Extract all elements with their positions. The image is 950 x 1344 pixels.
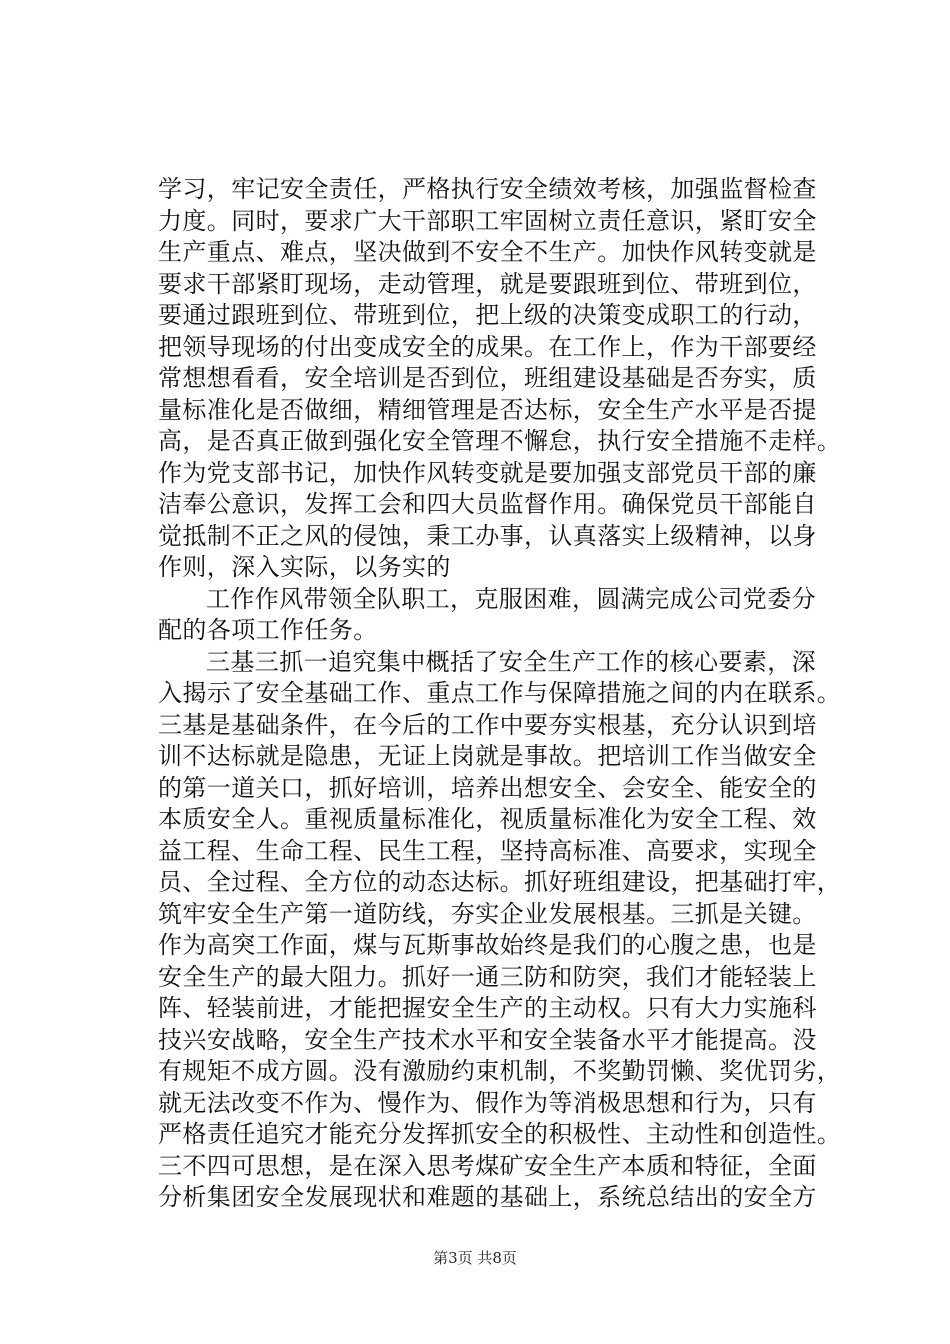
text-line: 配的各项工作任务。 [158, 616, 378, 644]
text-line: 分析集团安全发展现状和难题的基础上，系统总结出的安全方 [158, 1183, 817, 1211]
page-footer: 第3页 共8页 [433, 1249, 517, 1267]
text-line: 工作作风带领全队职工，克服困难，圆满完成公司党委分 [206, 584, 816, 613]
text-line: 要求干部紧盯现场，走动管理，就是要跟班到位、带班到位， [158, 269, 817, 298]
text-line: 作为高突工作面，煤与瓦斯事故始终是我们的心腹之患，也是 [158, 931, 817, 959]
body-text [158, 174, 858, 1214]
text-line: 生产重点、难点，坚决做到不安全不生产。加快作风转变就是 [158, 238, 817, 266]
text-line: 洁奉公意识，发挥工会和四大员监督作用。确保党员干部能自 [158, 490, 817, 518]
text-line: 训不达标就是隐患，无证上岗就是事故。把培训工作当做安全 [158, 742, 817, 770]
text-line: 常想想看看，安全培训是否到位，班组建设基础是否夯实，质 [158, 364, 817, 392]
text-line: 阵、轻装前进，才能把握安全生产的主动权。只有大力实施科 [158, 994, 817, 1022]
text-line: 筑牢安全生产第一道防线，夯实企业发展根基。三抓是关键。 [158, 899, 817, 928]
text-line: 力度。同时，要求广大干部职工牢固树立责任意识，紧盯安全 [158, 206, 817, 235]
text-line: 学习，牢记安全责任，严格执行安全绩效考核，加强监督检查 [158, 175, 817, 203]
text-line: 把领导现场的付出变成安全的成果。在工作上，作为干部要经 [158, 332, 817, 361]
text-line: 作则，深入实际，以务实的 [158, 553, 451, 581]
text-line: 高，是否真正做到强化安全管理不懈怠，执行安全措施不走样。 [158, 427, 842, 455]
text-line: 益工程、生命工程、民生工程，坚持高标准、高要求，实现全 [158, 836, 817, 865]
text-line: 严格责任追究才能充分发挥抓安全的积极性、主动性和创造性。 [158, 1120, 842, 1148]
text-line: 员、全过程、全方位的动态达标。抓好班组建设，把基础打牢， [158, 868, 842, 896]
text-line: 量标准化是否做细，精细管理是否达标，安全生产水平是否提 [158, 395, 817, 424]
text-line: 本质安全人。重视质量标准化，视质量标准化为安全工程、效 [158, 805, 817, 833]
text-line: 觉抵制不正之风的侵蚀，秉工办事，认真落实上级精神，以身 [158, 521, 817, 550]
text-line: 安全生产的最大阻力。抓好一通三防和防突，我们才能轻装上 [158, 962, 817, 991]
text-line: 技兴安战略，安全生产技术水平和安全装备水平才能提高。没 [158, 1025, 817, 1054]
text-line: 就无法改变不作为、慢作为、假作为等消极思想和行为，只有 [158, 1088, 817, 1117]
text-line: 作为党支部书记，加快作风转变就是要加强支部党员干部的廉 [158, 458, 817, 487]
text-line: 的第一道关口，抓好培训，培养出想安全、会安全、能安全的 [158, 773, 817, 802]
text-line: 三基是基础条件，在今后的工作中要夯实根基，充分认识到培 [158, 710, 817, 739]
text-line: 有规矩不成方圆。没有激励约束机制，不奖勤罚懒、奖优罚劣， [158, 1057, 842, 1085]
text-line: 要通过跟班到位、带班到位，把上级的决策变成职工的行动， [158, 301, 817, 329]
text-line: 入揭示了安全基础工作、重点工作与保障措施之间的内在联系。 [158, 679, 842, 707]
text-line: 三基三抓一追究集中概括了安全生产工作的核心要素，深 [206, 647, 816, 676]
text-line: 三不四可思想，是在深入思考煤矿安全生产本质和特征，全面 [158, 1151, 817, 1180]
